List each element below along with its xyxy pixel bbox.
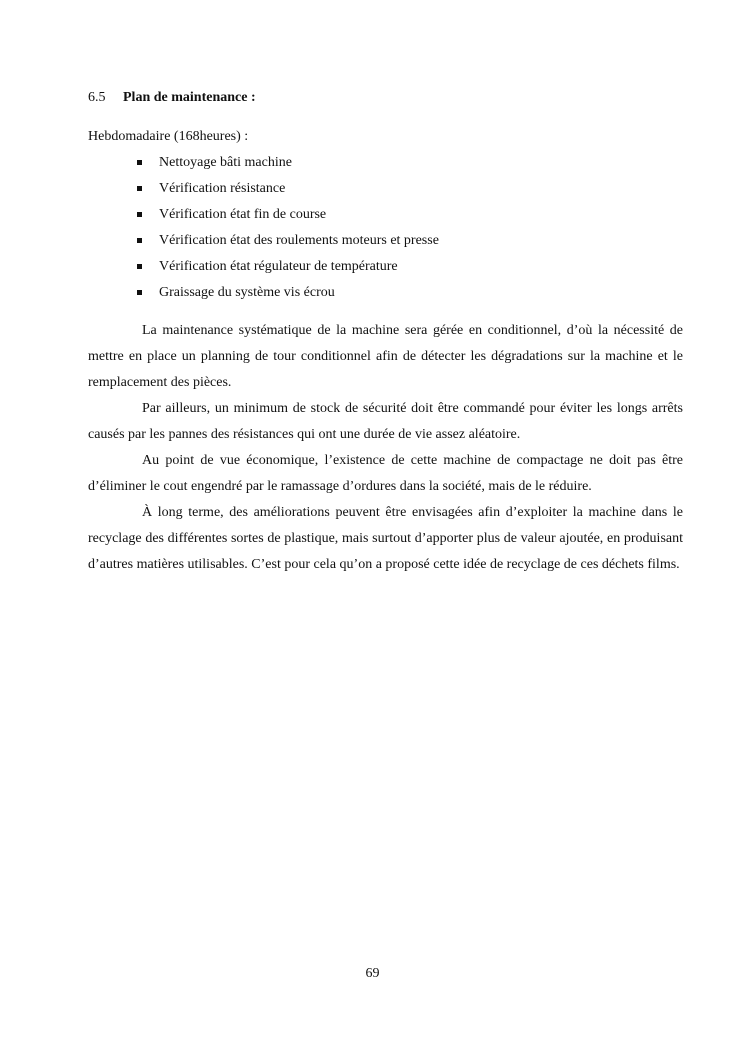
schedule-label: Hebdomadaire (168heures) : [88,129,249,144]
maintenance-task-list [134,154,439,310]
section-number: 6.5 [88,90,106,105]
section-heading [88,89,256,107]
section-title: Plan de maintenance : [123,90,256,105]
list-item-text: Vérification résistance [159,181,286,196]
square-bullet-icon [137,290,142,295]
list-item-text: Vérification état des roulements moteurs et presse [159,233,439,248]
paragraph: Par ailleurs, un minimum de stock de sécurité doit être commandé pour éviter les longs arrêts causés par les pannes des résistances qui ont une durée de vie assez aléatoire. [88,401,683,442]
square-bullet-icon [137,238,142,243]
list-item [134,206,439,232]
square-bullet-icon [137,160,142,165]
list-item-text: Nettoyage bâti machine [159,155,292,170]
page-number: 69 [365,966,380,981]
list-item-text: Graissage du système vis écrou [159,285,335,300]
paragraph: Au point de vue économique, l’existence de cette machine de compactage ne doit pas être d’éliminer le cout engendré par le ramassage d’ordures dans la société, mais de le réduire. [88,453,683,494]
list-item [134,232,439,258]
list-item-text: Vérification état fin de course [159,207,327,222]
paragraph: La maintenance systématique de la machine sera gérée en conditionnel, d’où la nécessité de mettre en place un planning de tour conditionnel afin de détecter les dégradations sur la machine et le remplacement des pièces. [88,323,683,390]
square-bullet-icon [137,186,142,191]
square-bullet-icon [137,264,142,269]
list-item-text: Vérification état régulateur de température [159,259,398,274]
list-item [134,180,439,206]
paragraph: À long terme, des améliorations peuvent être envisagées afin d’exploiter la machine dans le recyclage des différentes sortes de plastique, mais surtout d’apporter plus de valeur ajoutée, en produisant d’autres matières utilisables. C’est pour cela qu’on a proposé cette idée de recyclage de ces déchets films. [88,505,683,572]
list-item [134,284,439,310]
list-item [134,154,439,180]
square-bullet-icon [137,212,142,217]
list-item [134,258,439,284]
body-text [88,318,683,578]
